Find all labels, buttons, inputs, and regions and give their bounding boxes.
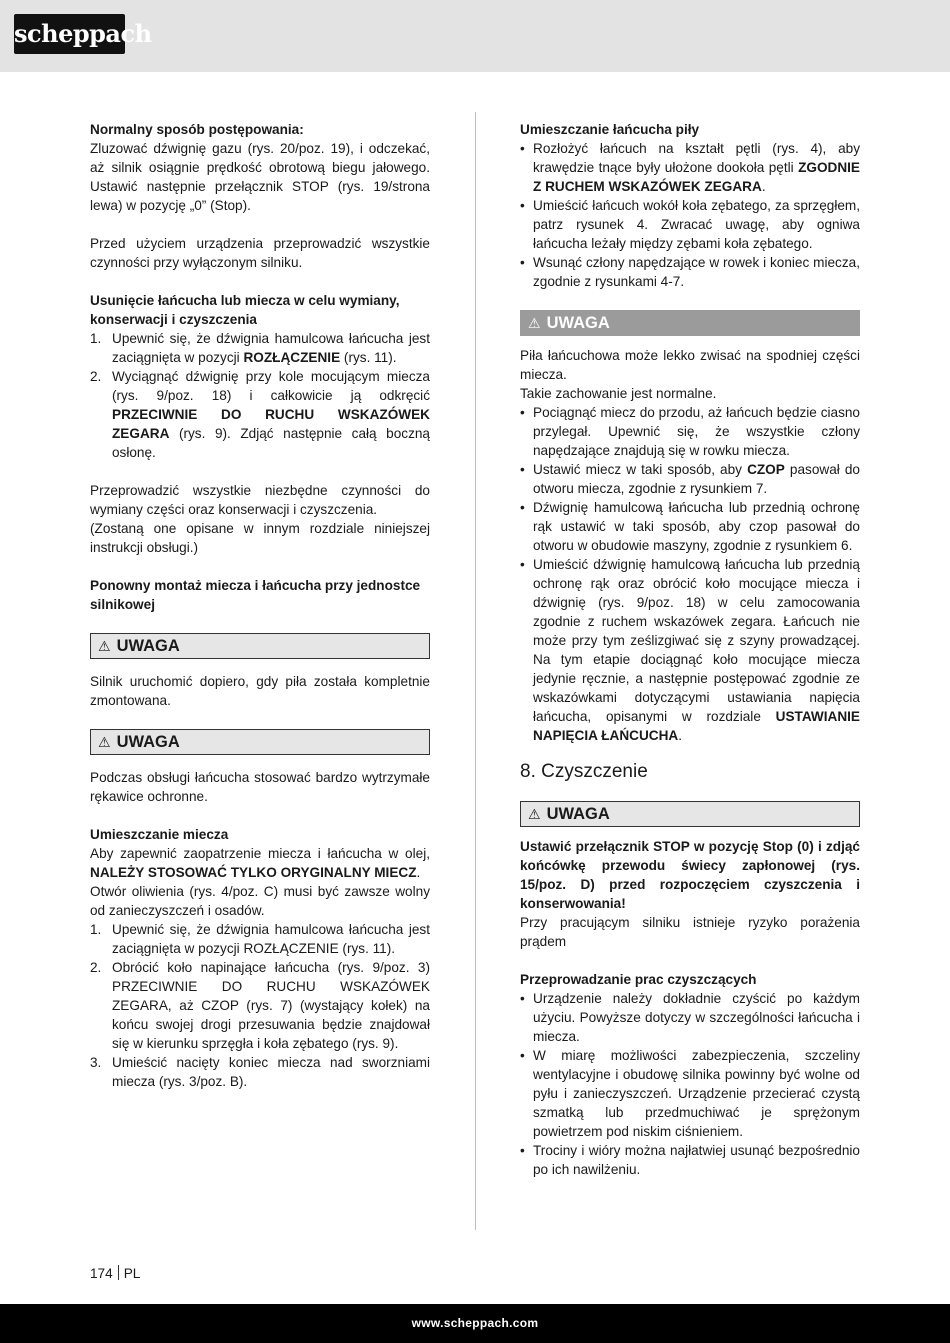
warning-box: ⚠ UWAGA bbox=[90, 729, 430, 755]
warning-text: Przy pracującym silniku istnieje ryzyko porażenia prądem bbox=[520, 915, 860, 949]
warning-triangle-icon: ⚠ bbox=[528, 806, 541, 822]
install-chain-list bbox=[520, 139, 860, 291]
page-number: 174 bbox=[90, 1266, 113, 1281]
heading-reassembly: Ponowny montaż miecza i łańcucha przy jednostce silnikowej bbox=[90, 578, 421, 612]
language-code: PL bbox=[123, 1266, 141, 1281]
install-bar-steps bbox=[90, 920, 430, 1091]
warning-triangle-icon: ⚠ bbox=[98, 734, 111, 750]
tension-steps-list bbox=[520, 403, 860, 745]
list-item: • W miarę możliwości zabezpieczenia, szczeliny wentylacyjne i obudowę silnika powinny być wolne od pyłu i zanieczyszczeń. Urządzenie przecierać czystą szmatką lub przedmuchiwać je sprężonym powietrzem pod niskim ciśnieniem. bbox=[520, 1048, 860, 1139]
header-band bbox=[0, 0, 950, 72]
warning-triangle-icon: ⚠ bbox=[98, 638, 111, 654]
list-item: • Wsunąć człony napędzające w rowek i koniec miecza, zgodnie z rysunkami 4-7. bbox=[520, 255, 860, 289]
brand-logo: scheppach bbox=[14, 14, 125, 54]
list-item: • Ustawić miecz w taki sposób, aby CZOP pasował do otworu miecza, zgodnie z rysunkiem 7. bbox=[520, 462, 860, 496]
warning-box: ⚠ UWAGA bbox=[520, 310, 860, 336]
list-item: • Trociny i wióry można najłatwiej usunąć bezpośrednio po ich nawilżeniu. bbox=[520, 1143, 860, 1177]
left-column bbox=[90, 120, 430, 1091]
page-footer bbox=[90, 1265, 140, 1281]
heading-cleaning-work: Przeprowadzanie prac czyszczących bbox=[520, 972, 757, 987]
paragraph-original-bar: Aby zapewnić zaopatrzenie miecza i łańcucha w olej, NALEŻY STOSOWAĆ TYLKO ORYGINALNY MIECZ. bbox=[90, 846, 430, 880]
footer-separator bbox=[118, 1265, 119, 1280]
list-item: 2. Obrócić koło napinające łańcucha (rys. 9/poz. 3) PRZECIWNIE DO RUCHU WSKAZÓWEK ZEGARA, aż CZOP (rys. 7) (wystający kołek) na końcu swojej drogi przesuwania będzie znajdował się w kierunku sprzęgła i koła zębatego (rys. 9). bbox=[90, 960, 430, 1051]
list-item: • Pociągnąć miecz do przodu, aż łańcuch będzie ciasno przylegał. Upewnić się, że wszystkie człony napędzające znajdują się w rowku miecza. bbox=[520, 405, 860, 458]
list-item: 1. Upewnić się, że dźwignia hamulcowa łańcucha jest zaciągnięta w pozycji ROZŁĄCZENIE (rys. 11). bbox=[90, 922, 430, 956]
remove-chain-steps bbox=[90, 329, 430, 462]
warning-box: ⚠ UWAGA bbox=[90, 633, 430, 659]
warning-box: ⚠ UWAGA bbox=[520, 801, 860, 827]
list-item: • Umieścić łańcuch wokół koła zębatego, za sprzęgłem, patrz rysunek 4. Zwracać uwagę, aby ogniwa łańcucha leżały między zębami koła zębatego. bbox=[520, 198, 860, 251]
paragraph-maintenance: Przeprowadzić wszystkie niezbędne czynności do wymiany części oraz konserwacji i czyszczenia. bbox=[90, 483, 430, 517]
list-item: • Umieścić dźwignię hamulcową łańcucha lub przednią ochronę rąk oraz obrócić koło mocujące miecza i dźwignię (rys. 9/poz. 18) w celu zamocowania zgodnie z ruchem wskazówek zegara. Łańcuch nie może przy tym ześlizgiwać się z szyny prowadzącej. Na tym etapie dociągnąć koło mocujące miecza jedynie ręcznie, a następnie postępować zgodnie ze wskazówkami dotyczącymi ustawiania napięcia łańcucha, opisanymi w rozdziale USTAWIANIE NAPIĘCIA ŁAŃCUCHA. bbox=[520, 557, 860, 743]
warning-triangle-icon: ⚠ bbox=[528, 315, 541, 331]
warning-text-bold: Ustawić przełącznik STOP w pozycję Stop (0) i zdjąć końcówkę przewodu świecy zapłonowej (rys. 15/poz. D) przed rozpoczęciem czyszczenia i konserwowania! bbox=[520, 839, 860, 911]
warning-text: Podczas obsługi łańcucha stosować bardzo wytrzymałe rękawice ochronne. bbox=[90, 770, 430, 804]
heading-install-bar: Umieszczanie miecza bbox=[90, 827, 229, 842]
heading-install-chain: Umieszczanie łańcucha piły bbox=[520, 122, 700, 137]
heading-normal-procedure: Normalny sposób postępowania: bbox=[90, 122, 304, 137]
website-link[interactable]: www.scheppach.com bbox=[411, 1316, 539, 1330]
list-item: • Dźwignię hamulcową łańcucha lub przednią ochronę rąk ustawić w taki sposób, aby czop pasował do otworu w obudowie maszyny, zgodnie z rysunkiem 6. bbox=[520, 500, 860, 553]
section-title-cleaning: 8. Czyszczenie bbox=[520, 761, 648, 782]
right-column bbox=[520, 120, 860, 1179]
paragraph-before-use: Przed użyciem urządzenia przeprowadzić wszystkie czynności przy wyłączonym silniku. bbox=[90, 236, 430, 270]
paragraph-maintenance-note: (Zostaną one opisane w innym rozdziale niniejszej instrukcji obsługi.) bbox=[90, 521, 430, 555]
footer-band bbox=[0, 1304, 950, 1343]
heading-remove-chain: Usunięcie łańcucha lub miecza w celu wymiany, konserwacji i czyszczenia bbox=[90, 293, 400, 327]
paragraph-oil-hole: Otwór oliwienia (rys. 4/poz. C) musi być zawsze wolny od zanieczyszczeń i osadów. bbox=[90, 884, 430, 918]
list-item: 2. Wyciągnąć dźwignię przy kole mocującym miecza (rys. 9/poz. 18) i całkowicie ją odkręcić PRZECIWNIE DO RUCHU WSKAZÓWEK ZEGARA (rys. 9). Zdjąć następnie całą boczną osłonę. bbox=[90, 369, 430, 460]
list-item: 3. Umieścić nacięty koniec miecza nad sworzniami miecza (rys. 3/poz. B). bbox=[90, 1055, 430, 1089]
paragraph-normal-procedure: Zluzować dźwignię gazu (rys. 20/poz. 19), i odczekać, aż silnik osiągnie prędkość obrotową biegu jałowego. Ustawić następnie przełącznik STOP (rys. 19/strona lewa) w pozycję „0” (Stop). bbox=[90, 141, 430, 213]
list-item: • Urządzenie należy dokładnie czyścić po każdym użyciu. Powyższe dotyczy w szczególności łańcucha i miecza. bbox=[520, 991, 860, 1044]
warning-text: Silnik uruchomić dopiero, gdy piła została kompletnie zmontowana. bbox=[90, 674, 430, 708]
column-divider bbox=[475, 112, 476, 1230]
list-item: • Rozłożyć łańcuch na kształt pętli (rys. 4), aby krawędzie tnące były ułożone dookoła pętli ZGODNIE Z RUCHEM WSKAZÓWEK ZEGARA. bbox=[520, 141, 860, 194]
list-item: 1. Upewnić się, że dźwignia hamulcowa łańcucha jest zaciągnięta w pozycji ROZŁĄCZENIE (rys. 11). bbox=[90, 331, 430, 365]
cleaning-list bbox=[520, 989, 860, 1179]
paragraph-normal-behaviour: Takie zachowanie jest normalne. bbox=[520, 386, 717, 401]
paragraph-chain-sag: Piła łańcuchowa może lekko zwisać na spodniej części miecza. bbox=[520, 348, 860, 382]
